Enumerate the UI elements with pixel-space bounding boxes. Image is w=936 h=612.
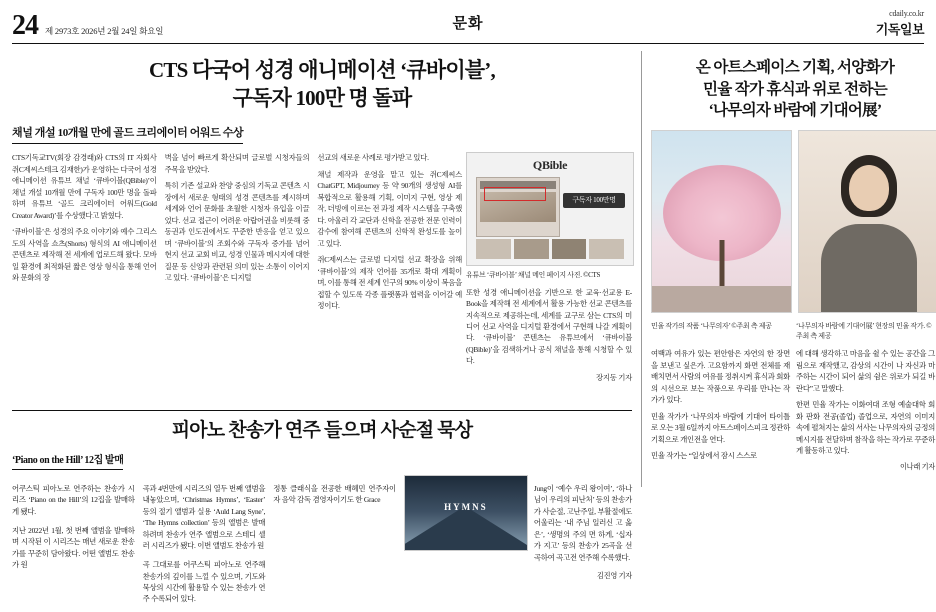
bottom-col-2 <box>143 475 274 612</box>
bottom-col-1 <box>12 475 143 612</box>
right-col-1 <box>651 348 790 472</box>
paragraph: 선교의 새로운 사례로 평가받고 있다. <box>317 153 429 163</box>
body-shape <box>821 224 917 312</box>
page-number: 24 <box>12 10 38 41</box>
top-col-3 <box>317 152 462 402</box>
paragraph: CTS기독교TV(회장 감경래)와 CTS의 IT 자회사 쥐C제씨스테크 김재한)가 운영하는 다국어 성경 애니메이션 유튜브 채널 ‘큐바이블(QBible)’이 채널 개설 10개월 만에 구독자 100만 명을 돌파하며 유튜브 ‘골드 크리에이터 어워드(Gold Creator Award)’를 수상했다고 밝혔다. <box>12 153 157 220</box>
masthead <box>12 0 924 40</box>
top-col-4 <box>466 287 632 384</box>
top-headline-line1: CTS 다국어 성경 애니메이션 ‘큐바이블’, <box>149 58 495 82</box>
qbible-video-panel <box>476 177 560 237</box>
paragraph: 민율 작가가 ‘나무의자 바람에 기대어 타이틀로 오는 3월 6일까지 아트스페이스피크 정관하 기획으로 개인전을 연다. <box>651 411 790 444</box>
qbible-screenshot <box>466 152 634 266</box>
bottom-subhead: ‘Piano on the Hill’ 12집 발매 <box>12 451 123 470</box>
issue-line: 제 2973호 2026년 2월 24일 화요일 <box>45 26 164 36</box>
right-caption-row <box>651 317 936 341</box>
bottom-story <box>12 411 632 612</box>
ground-shape <box>652 286 791 312</box>
paragraph: 벽을 넘어 빠르게 확산되며 글로벌 시청자들의 주목을 받았다. <box>164 153 310 174</box>
section-title: 문화 <box>452 16 484 32</box>
subscriber-badge: 구독자 100만명 <box>563 193 625 208</box>
thumbnail <box>476 239 511 259</box>
top-subhead: 채널 개설 10개월 만에 골드 크리에이터 어워드 수상 <box>12 124 243 144</box>
paragraph: 민율 작가는 “일상에서 잠시 스스로 <box>651 451 757 461</box>
head-shape <box>849 165 889 211</box>
paragraph: 곡과 4번만에 시리즈의 열두 번째 앨범을 내놓았으며, ‘Christmas Hymns’, ‘Easter’ 등의 절기 앨범과 실용 ‘Auld Lang Syne’, ‘The Hymns collection’ 등의 앨범은 발매하려며 찬송가 연주 앨범으로 스테디 셀러 시리즈가 됐다. 이번 앨범도 찬송가 원 <box>142 483 266 551</box>
album-cover <box>404 475 528 551</box>
page-content <box>12 51 935 604</box>
artwork-caption: 민율 작가의 작품 ‘나무의자’ ©주최 측 제공 <box>651 322 772 331</box>
bottom-byline: 김진영 기자 <box>596 571 632 580</box>
paragraph: 쥐C제씨스는 글로벌 디지털 선교 확장을 위해 ‘큐바이블’의 제작 언어를 35개로 확대 계획이며, 이를 통해 전 세계 인구의 90% 이상이 복음을 접할 수 있도록 각종 플랫폼과 협력을 이어갈 예정이다. <box>317 255 463 311</box>
bottom-columns <box>12 475 632 612</box>
paragraph: 특히 기존 설교와 찬양 중심의 기독교 콘텐츠 시장에서 새로운 형태의 성경 콘텐츠를 제시하며 세계와 언어 문화를 초월한 시청자 유입을 이끌었다. 선교 접근이 어려운 아랍어권을 비롯해 중동권과 인도권에서도 꾸준한 반응을 얻고 있으며 ‘큐바이블’의 조회수와 구독자 증가를 넘어 현지 선교 교회 비교, 성경 인물과 메시지에 대한 질문 등 신앙과 관련된 의미 있는 소통이 이어지고 있다. ‘큐바이블’은 디지털 <box>164 181 310 283</box>
paragraph: 어쿠스틱 피아노로 연주하는 찬송가 시리즈 ‘Piano on the Hill’의 12집을 발매하게 됐다. <box>12 483 135 516</box>
column-divider <box>641 51 642 487</box>
top-story <box>12 51 632 402</box>
artwork-photo <box>651 130 792 313</box>
album-title: HYMNS <box>444 502 488 513</box>
paragraph: 에 대해 생각하고 마음을 쉴 수 있는 공간을 그림으로 재작했고, 감상의 시간이 나 자신과 마주하는 시간이 되어 삶의 쉼은 위로가 되길 바란다”고 말했다. <box>796 349 935 393</box>
paragraph: 여백과 여유가 있는 편안함은 자연의 한 장면을 보낸고 싶은가. 고요함까지 화면 전체를 재배치면서 사람의 여유를 정취시켜 휴식과 회화의 시선으로 보는 작품으로 우리를 만나는 작가가 있다. <box>651 349 790 405</box>
top-col-1 <box>12 152 165 402</box>
artist-caption: ‘나무의자 바람에 기대어展’ 현장의 민율 작가. ©주최 측 제공 <box>796 322 932 341</box>
thumbnail <box>514 239 549 259</box>
top-byline: 장지동 기자 <box>595 372 633 382</box>
right-headline-line2: 민율 작가 휴식과 위로 전하는 <box>703 80 887 98</box>
paragraph: 한편 민율 작가는 이화여대 조형 예술대학 회화 판화 전공(졸업) 졸업으로, 자연의 이미지 속에 펼쳐지는 삶의 서사는 나무의자의 긍정의 메시지를 전달하며 참작을 하는 작가로 꾸준하게 활동하고 있다. <box>796 400 935 456</box>
right-story-body <box>651 348 936 472</box>
right-col-2 <box>796 348 935 472</box>
paragraph: ‘큐바이블’은 성경의 주요 이야기와 예수 그리스도의 사역을 쇼츠(Shorts) 형식의 AI 애니메이션 콘텐츠로 제작해 전 세계에 업로드해 왔다. 모바일 환경에 최적화된 짧은 영상 형식을 통해 언어와 문화의 장 <box>12 227 157 283</box>
paragraph: 지난 2022년 1월, 첫 번째 앨범을 발매하며 시작된 이 시리즈는 매년 새로운 찬송가를 꾸준히 담아왔다. 어떤 앨범도 찬송가 원 <box>12 525 135 570</box>
top-col-2 <box>165 152 318 402</box>
right-headline-line1: 온 아트스페이스 기획, 서양화가 <box>695 59 895 76</box>
bottom-col-4 <box>534 475 632 612</box>
qbible-caption: 유튜브 ‘큐바이블’ 채널 메인 페이지 사진. ©CTS <box>466 271 601 280</box>
paper-name: 기독일보 <box>875 22 924 37</box>
top-story-body <box>12 152 632 402</box>
right-headline <box>651 57 936 122</box>
artist-photo <box>798 130 936 313</box>
bottom-headline: 피아노 찬송가 연주 들으며 사순절 묵상 <box>171 420 473 442</box>
right-headline-line3: ‘나무의자 바람에 기대어展’ <box>708 102 882 120</box>
thumbnail <box>589 239 624 259</box>
paragraph: 정통 클래식을 전공한 배혜민 연주자이자 음악 감독 겸영자이기도 한 Grace <box>273 483 396 505</box>
right-zone <box>651 51 936 487</box>
paragraph: 채널 제작과 운영을 맡고 있는 쥐C제씨스 ChatGPT, Midjourney 등 약 90개의 생성형 AI를 복합적으로 활용해 기획, 이미지 구현, 영상 제작, 더빙에 이르는 전 과정 제작 시스템을 구축했다. 아울러 각 교단과 신학을 전공한 전문 인력이 감수에 참여해 콘텐츠의 신학적 완성도를 높이고 있다. <box>317 169 463 248</box>
right-byline: 이나래 기자 <box>899 462 935 471</box>
top-headline <box>12 57 632 112</box>
paragraph: 곡 그대로를 어쿠스틱 피아노로 연주해 찬송가의 깊이를 느낄 수 있으며, 기도와 묵상의 시간에 활용할 수 있는 찬송가 연주 수록되어 있다. <box>142 560 266 604</box>
thumbnail <box>552 239 587 259</box>
qbible-figure <box>466 152 632 402</box>
masthead-rule <box>12 43 924 44</box>
qbible-thumbnail-row <box>476 239 624 259</box>
right-photo-row <box>651 130 936 313</box>
top-headline-line2: 구독자 100만 명 돌파 <box>232 85 412 110</box>
mountain-shape-icon <box>404 506 528 550</box>
album-figure <box>404 475 526 612</box>
highlight-box <box>484 187 546 201</box>
left-zone <box>12 51 633 604</box>
site-url: cdaily.co.kr <box>889 9 924 18</box>
qbible-channel-title: QBible <box>532 158 568 173</box>
paragraph: 또한 성경 애니메이션을 기반으로 한 교육·선교용 E-Book을 제작해 전 세계에서 활용 가능한 선교 콘텐츠를 지속적으로 제공하는데, 세계를 교구로 삼는 CTS의 미디어 선교 사역을 디지털 환경에서 구현해 나갈 계획이다. ‘큐바이블’ 콘텐츠는 유튜브에서 ‘큐바이블(QBible)’을 검색하거나 공식 채널을 통해 시청할 수 있다. <box>466 287 633 366</box>
bottom-col-3 <box>273 475 404 612</box>
paragraph: Jung이 ‘예수 우리 왕이여’, ‘하나님이 우리의 피난처’ 등의 찬송가가 사순절, 고난주일, 부활절에도 어울리는 ‘내 주님 일러신 고 옳은’, ‘생명의 주의 면 하게, ‘십자가 지고’ 등의 찬송가 25곡을 선곡하여 곡고전 연주해 수록했다. <box>533 483 632 562</box>
